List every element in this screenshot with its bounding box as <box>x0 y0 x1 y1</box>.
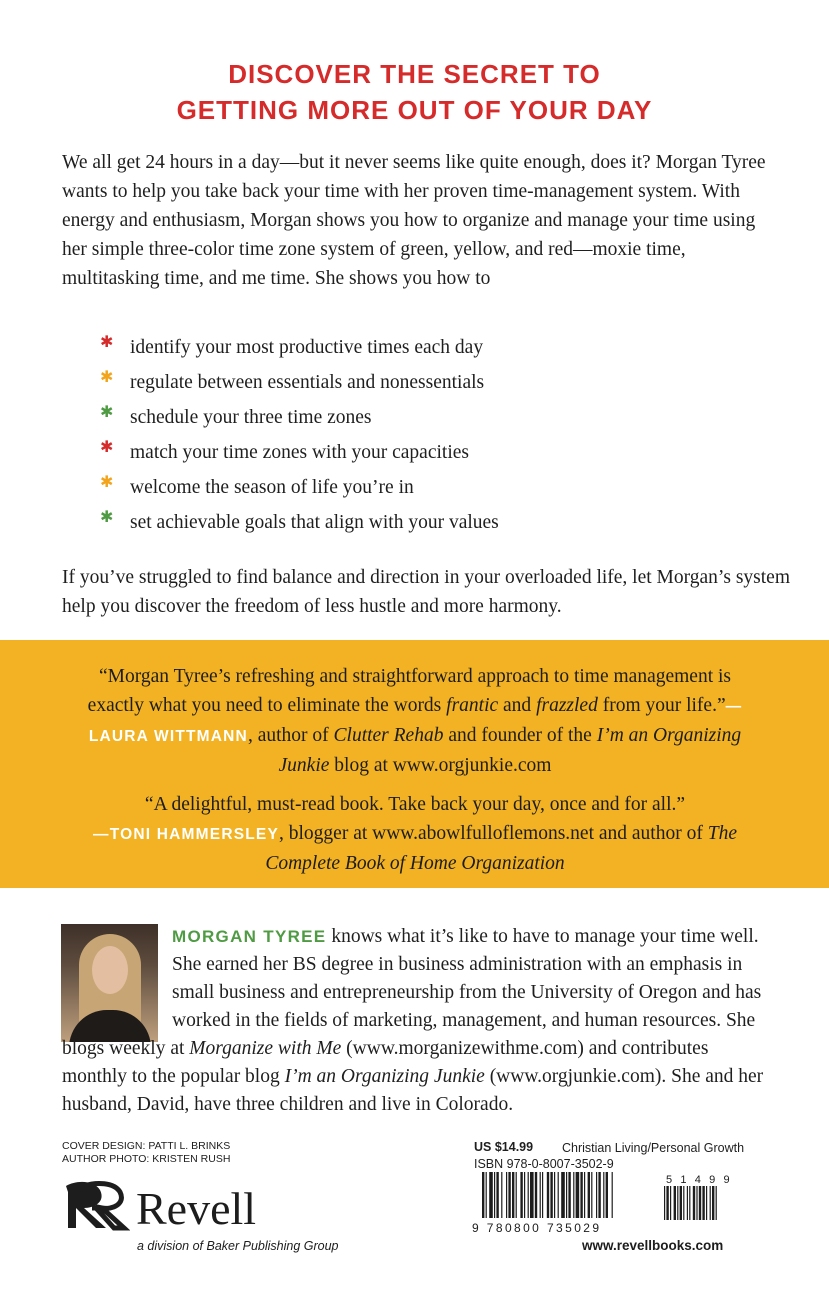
barcode-bar <box>494 1172 495 1218</box>
bullet-list <box>100 330 740 540</box>
endorser-book-title: The Complete Book of Home Organization <box>265 823 737 874</box>
list-item <box>100 435 740 470</box>
barcode-addon-bar <box>712 1186 714 1220</box>
bio-blog-title: I’m an Organizing Junkie <box>284 1066 485 1087</box>
asterisk-icon: ✱ <box>100 507 114 526</box>
bullet-text: match your time zones with your capacities <box>130 441 469 463</box>
barcode-bar <box>598 1172 600 1218</box>
author-bio <box>62 923 774 1119</box>
book-category: Christian Living/Personal Growth <box>562 1141 745 1155</box>
isbn: ISBN 978-0-8007-3502-9 <box>474 1157 614 1171</box>
photo-spacer <box>62 923 172 1031</box>
bullet-text: set achievable goals that align with your values <box>130 511 499 533</box>
barcode-addon-bar <box>710 1186 711 1220</box>
list-item <box>100 330 740 365</box>
barcode-bar <box>540 1172 541 1218</box>
endorser-credit: , blogger at www.abowlfulloflemons.net and author of <box>279 823 708 844</box>
endorsement-quote-2 <box>70 790 760 878</box>
author-photo-credit: AUTHOR PHOTO: KRISTEN RUSH <box>62 1153 231 1165</box>
cover-credits <box>62 1140 230 1166</box>
barcode-bar <box>508 1172 510 1218</box>
barcode-addon-bar <box>706 1186 707 1220</box>
barcode-addon-digits: 5 1 4 9 9 <box>666 1174 733 1186</box>
endorser-name: —TONI HAMMERSLEY <box>93 826 279 843</box>
list-item <box>100 365 740 400</box>
barcode-addon-bars <box>664 1186 717 1220</box>
bio-text: (www.morganizewithme.com) and contributes monthly to the popular blog <box>62 1038 709 1087</box>
intro-paragraph: We all get 24 hours in a day—but it never seems like quite enough, does it? Morgan Tyree wants to help you take back your time with her proven time-management system. With energy and enthusiasm, Morgan shows you how to organize and manage your time using her simple three-color time zone system of green, yellow, and red—moxie time, multitasking time, and me time. She shows you how to <box>62 152 766 289</box>
barcode-bar <box>573 1172 574 1218</box>
barcode-addon-bar <box>693 1186 695 1220</box>
barcode-bar <box>512 1172 514 1218</box>
barcode-bar <box>606 1172 608 1218</box>
barcode-addon-bar <box>680 1186 682 1220</box>
bullet-text: identify your most productive times each day <box>130 336 484 358</box>
quote-text: “A delightful, must-read book. Take back your day, once and for all.” <box>144 794 686 815</box>
bio-text: knows what it’s like to have to manage your time well. She earned her BS degree in business administration with an emphasis in small business and entrepreneurship from the University of Oregon and has worked in the fields of marketing, management, and human resources. She blogs weekly at <box>62 926 762 1059</box>
endorsement-band <box>0 640 829 888</box>
list-item <box>100 505 740 540</box>
barcode-bar <box>550 1172 552 1218</box>
bullet-text: welcome the season of life you’re in <box>130 476 414 498</box>
price: US $14.99 <box>474 1140 534 1154</box>
bio-text: (www.orgjunkie.com). She and her husband, David, have three children and live in Colorado. <box>62 1066 764 1115</box>
barcode-bar <box>535 1172 537 1218</box>
barcode-addon-bar <box>677 1186 678 1220</box>
barcode-addon-bar <box>716 1186 717 1220</box>
barcode-bar <box>528 1172 529 1218</box>
revell-logo-icon <box>62 1178 130 1232</box>
bio-blog-title: Morganize with Me <box>189 1038 342 1059</box>
bullet-text: regulate between essentials and nonessentials <box>130 371 485 393</box>
list-item <box>100 400 740 435</box>
barcode-addon-bar <box>699 1186 701 1220</box>
publisher-tagline: a division of Baker Publishing Group <box>137 1239 339 1253</box>
barcode-bar <box>612 1172 613 1218</box>
barcode-addon-bar <box>674 1186 676 1220</box>
barcode-bar <box>547 1172 549 1218</box>
barcode-bar <box>524 1172 525 1218</box>
endorser-credit: blog at www.orgjunkie.com <box>329 755 552 776</box>
barcode-addon-bar <box>702 1186 704 1220</box>
barcode-bar <box>501 1172 502 1218</box>
barcode-addon-bar <box>670 1186 671 1220</box>
endorser-book-title: Clutter Rehab <box>333 725 444 746</box>
barcode-bar <box>561 1172 565 1218</box>
endorser-name: —LAURA WITTMANN <box>88 698 743 745</box>
barcode-bar <box>530 1172 534 1218</box>
barcode-bar <box>584 1172 585 1218</box>
barcode-bar <box>566 1172 567 1218</box>
endorser-credit: and founder of the <box>443 725 597 746</box>
barcode-addon-bar <box>666 1186 668 1220</box>
barcode-bar <box>496 1172 498 1218</box>
barcode-bar <box>489 1172 493 1218</box>
barcode-bar <box>520 1172 522 1218</box>
barcode-bar <box>542 1172 543 1218</box>
publisher-website: www.revellbooks.com <box>582 1238 724 1253</box>
barcode-bar <box>558 1172 559 1218</box>
quote-emphasis: frantic <box>446 695 499 716</box>
barcode-addon-bar <box>664 1186 665 1220</box>
quote-text: from your life.” <box>597 695 726 716</box>
asterisk-icon: ✱ <box>100 472 114 491</box>
endorser-blog-title: I’m an Organizing Junkie <box>278 725 742 776</box>
quote-emphasis: frazzled <box>536 695 598 716</box>
barcode-bar <box>596 1172 597 1218</box>
barcode-bar <box>591 1172 592 1218</box>
barcode-bar <box>516 1172 517 1218</box>
barcode-main-bars <box>482 1172 613 1218</box>
list-item <box>100 470 740 505</box>
asterisk-icon: ✱ <box>100 367 114 386</box>
author-name: MORGAN TYREE <box>172 927 327 946</box>
cover-design-credit: COVER DESIGN: PATTI L. BRINKS <box>62 1140 231 1152</box>
barcode-digits: 9 780800 735029 <box>472 1221 602 1234</box>
quote-text: “Morgan Tyree’s refreshing and straightforward approach to time management is exactly what you need to eliminate the words <box>87 666 731 716</box>
barcode-bar <box>580 1172 582 1218</box>
barcode-bar <box>482 1172 484 1218</box>
asterisk-icon: ✱ <box>100 437 114 456</box>
barcode-addon-bar <box>683 1186 684 1220</box>
barcode-bar <box>576 1172 580 1218</box>
bullet-text: schedule your three time zones <box>130 406 372 428</box>
barcode-addon-bar <box>687 1186 688 1220</box>
barcode-bar <box>486 1172 487 1218</box>
barcode-bar <box>506 1172 507 1218</box>
barcode-bar <box>554 1172 555 1218</box>
quote-text: and <box>498 695 537 716</box>
endorser-credit: , author of <box>247 725 334 746</box>
barcode-bar <box>568 1172 570 1218</box>
headline-line-1: DISCOVER THE SECRET TO <box>228 59 601 89</box>
outro-paragraph: If you’ve struggled to find balance and direction in your overloaded life, let Morgan’s system help you discover the freedom of less hustle and more harmony. <box>62 567 790 617</box>
headline-line-2: GETTING MORE OUT OF YOUR DAY <box>176 95 653 125</box>
barcode-addon-bar <box>689 1186 690 1220</box>
endorsement-quote-1 <box>70 662 760 780</box>
publisher-name: Revell <box>136 1183 257 1234</box>
barcode-bar <box>588 1172 590 1218</box>
headline <box>0 56 829 128</box>
barcode-bar <box>603 1172 604 1218</box>
asterisk-icon: ✱ <box>100 402 114 421</box>
asterisk-icon: ✱ <box>100 332 114 351</box>
barcode-addon-bar <box>696 1186 697 1220</box>
barcode <box>470 1172 752 1234</box>
